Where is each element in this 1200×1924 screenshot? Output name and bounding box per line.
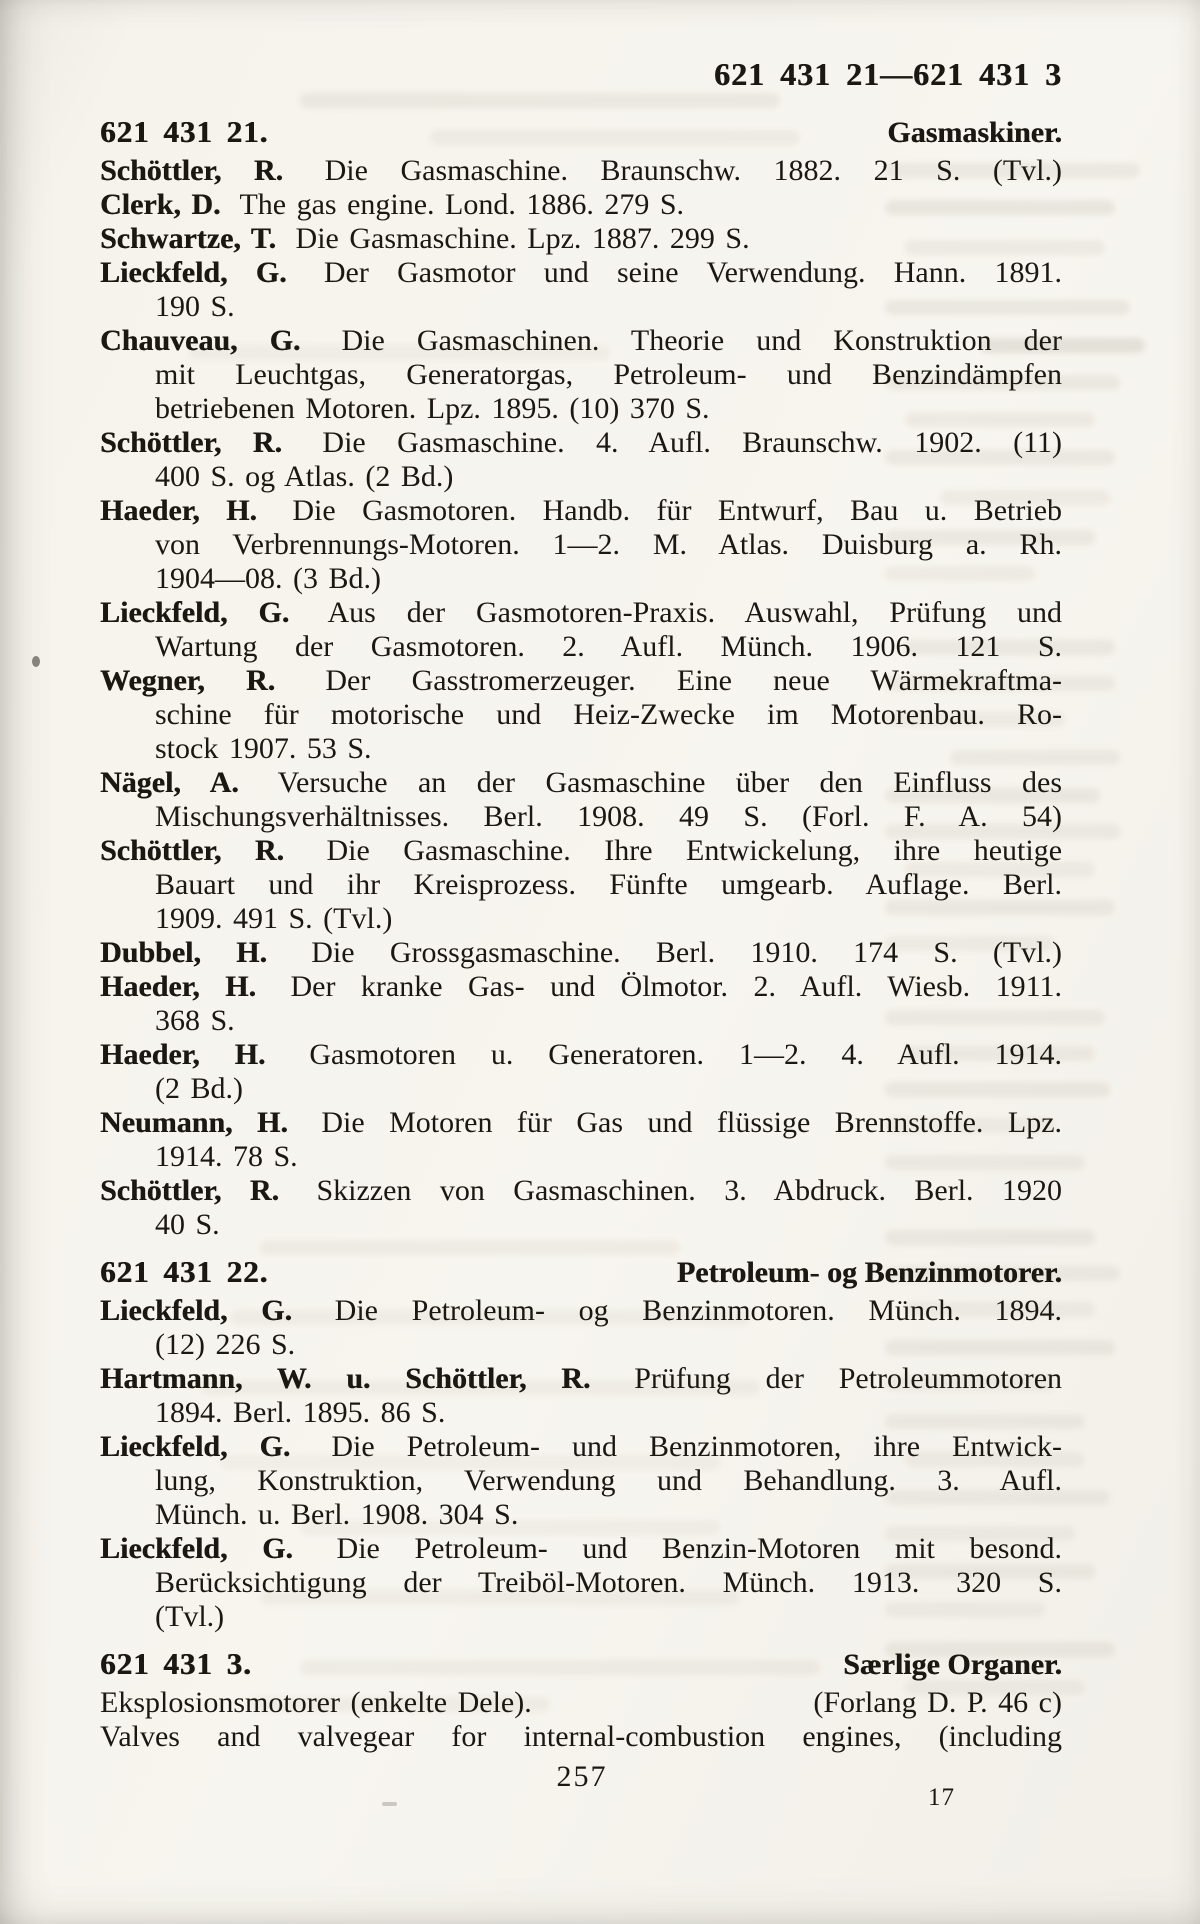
text-line (100, 698, 1062, 732)
bib-entry (100, 664, 1062, 766)
entry-text: 1914. 78 S. (155, 1140, 298, 1173)
author-name: Wegner, R. (100, 664, 276, 697)
bib-entry (100, 188, 1062, 222)
entry-text: 1894. Berl. 1895. 86 S. (155, 1396, 446, 1429)
entry-text: The gas engine. Lond. 1886. 279 S. (239, 188, 685, 221)
entry-text: schine für motorische und Heiz-Zwecke im Motorenbau. Ro- (155, 698, 1062, 731)
text-line (100, 1106, 1062, 1140)
bib-entry (100, 256, 1062, 324)
author-name: Schöttler, R. (100, 1174, 279, 1207)
entry-text: 400 S. og Atlas. (2 Bd.) (155, 460, 454, 493)
author-name: Schwartze, T. (100, 222, 277, 255)
text-line (100, 562, 1062, 596)
entry-text: Münch. u. Berl. 1908. 304 S. (155, 1498, 519, 1531)
text-line (100, 1328, 1062, 1362)
author-name: Haeder, H. (100, 1038, 266, 1071)
entry-text: lung, Konstruktion, Verwendung und Behandlung. 3. Aufl. (155, 1464, 1062, 1497)
signature-mark: 17 (928, 1784, 955, 1811)
entry-text: Die Petroleum- und Benzin-Motoren mit besond. (336, 1532, 1062, 1565)
text-line (100, 630, 1062, 664)
text-line (100, 1532, 1062, 1566)
author-name: Lieckfeld, G. (100, 1532, 293, 1565)
entry-text: 40 S. (155, 1208, 220, 1241)
bib-entry (100, 936, 1062, 970)
text-line (100, 1498, 1062, 1532)
section-heading (100, 1254, 1062, 1291)
text-line (100, 358, 1062, 392)
section-code: 621 431 22. (100, 1254, 269, 1289)
entry-text: Versuche an der Gasmaschine über den Einfluss des (277, 766, 1062, 799)
bib-entry (100, 1720, 1062, 1754)
text-line (100, 834, 1062, 868)
text-line (100, 664, 1062, 698)
entry-text: 190 S. (155, 290, 235, 323)
text-line (100, 1208, 1062, 1242)
entry-text: 1904—08. (3 Bd.) (155, 562, 381, 595)
text-line (100, 426, 1062, 460)
section (100, 1254, 1062, 1634)
text-line (100, 392, 1062, 426)
text-line (100, 1004, 1062, 1038)
entry-text: Bauart und ihr Kreisprozess. Fünfte umgearb. Auflage. Berl. (155, 868, 1062, 901)
entry-text: Berücksichtigung der Treiböl-Motoren. Münch. 1913. 320 S. (155, 1566, 1062, 1599)
author-name: Lieckfeld, G. (100, 1430, 291, 1463)
bib-entry (100, 970, 1062, 1038)
text-line (100, 936, 1062, 970)
text-line (100, 222, 1062, 256)
section (100, 1646, 1062, 1754)
text-line (100, 800, 1062, 834)
entry-text: Die Petroleum- og Benzinmotoren. Münch. 1894. (334, 1294, 1063, 1327)
text-line (100, 528, 1062, 562)
section-code: 621 431 21. (100, 114, 269, 149)
bib-entry (100, 494, 1062, 596)
author-name: Lieckfeld, G. (100, 1294, 292, 1327)
section-code: 621 431 3. (100, 1646, 252, 1681)
bibliography-content (100, 112, 1062, 1754)
entry-text: 1909. 491 S. (Tvl.) (155, 902, 393, 935)
entry-text: Valves and valvegear for internal-combustion engines, (including (100, 1720, 1062, 1753)
text-line (100, 1072, 1062, 1106)
entry-text: Wartung der Gasmotoren. 2. Aufl. Münch. 1906. 121 S. (155, 630, 1062, 663)
section-title: Særlige Organer. (843, 1648, 1062, 1681)
author-name: Chauveau, G. (100, 324, 301, 357)
bib-entry (100, 834, 1062, 936)
ink-speck (32, 656, 40, 667)
bib-entry (100, 1430, 1062, 1532)
entry-text: Die Gasmotoren. Handb. für Entwurf, Bau u. Betrieb (292, 494, 1063, 527)
entry-text: Die Gasmaschine. Braunschw. 1882. 21 S. (Tvl.) (324, 154, 1063, 187)
author-name: Schöttler, R. (100, 834, 285, 867)
bib-entry (100, 596, 1062, 664)
entry-text: von Verbrennungs-Motoren. 1—2. M. Atlas. Duisburg a. Rh. (155, 528, 1062, 561)
entry-text: Der Gasmotor und seine Verwendung. Hann. 1891. (323, 256, 1062, 289)
text-line (100, 1140, 1062, 1174)
bib-entry (100, 154, 1062, 188)
text-line (100, 868, 1062, 902)
entry-text: Der kranke Gas- und Ölmotor. 2. Aufl. Wiesb. 1911. (290, 970, 1063, 1003)
author-name: Lieckfeld, G. (100, 596, 290, 629)
bib-entry (100, 222, 1062, 256)
text-line (100, 1396, 1062, 1430)
text-line (100, 494, 1062, 528)
bib-entry (100, 1294, 1062, 1362)
bib-entry (100, 324, 1062, 426)
ink-speck (382, 1802, 397, 1806)
entry-text: Eksplosionsmotorer (enkelte Dele). (100, 1686, 532, 1719)
text-line (100, 1686, 1062, 1720)
text-line (100, 256, 1062, 290)
author-name: Nägel, A. (100, 766, 239, 799)
section-heading (100, 114, 1062, 151)
bib-entry (100, 1362, 1062, 1430)
text-line (100, 324, 1062, 358)
bib-entry (100, 426, 1062, 494)
text-line (100, 766, 1062, 800)
text-line (100, 1600, 1062, 1634)
text-line (100, 1294, 1062, 1328)
text-line (100, 732, 1062, 766)
author-name: Lieckfeld, G. (100, 256, 287, 289)
text-line (100, 1362, 1062, 1396)
section-title: Petroleum- og Benzinmotorer. (676, 1256, 1062, 1289)
entry-text: mit Leuchtgas, Generatorgas, Petroleum- und Benzindämpfen (155, 358, 1062, 391)
entry-text: Die Gasmaschinen. Theorie und Konstruktion der (341, 324, 1062, 357)
bib-entry (100, 1174, 1062, 1242)
cross-reference-note: (Forlang D. P. 46 c) (813, 1686, 1062, 1719)
entry-text: Die Gasmaschine. 4. Aufl. Braunschw. 1902. (11) (322, 426, 1062, 459)
section-title: Gasmaskiner. (887, 116, 1062, 149)
text-line (100, 1566, 1062, 1600)
entry-text: (Tvl.) (155, 1600, 225, 1633)
text-line (100, 154, 1062, 188)
text-line (100, 1038, 1062, 1072)
text-line (100, 1174, 1062, 1208)
entry-text: Gasmotoren u. Generatoren. 1—2. 4. Aufl. 1914. (309, 1038, 1062, 1071)
entry-text: Mischungsverhältnisses. Berl. 1908. 49 S. (Forl. F. A. 54) (155, 800, 1062, 833)
text-line (100, 970, 1062, 1004)
section-heading (100, 1646, 1062, 1683)
author-name: Neumann, H. (100, 1106, 288, 1139)
entry-text: Die Gasmaschine. Ihre Entwickelung, ihre heutige (326, 834, 1063, 867)
entry-text: Die Grossgasmaschine. Berl. 1910. 174 S. (Tvl.) (311, 936, 1062, 969)
page-number: 257 (556, 1760, 608, 1793)
entry-text: 368 S. (155, 1004, 235, 1037)
entry-text: Der Gasstromerzeuger. Eine neue Wärmekraftma- (325, 664, 1063, 697)
author-name: Schöttler, R. (100, 154, 284, 187)
entry-text: Die Motoren für Gas und flüssige Brennstoffe. Lpz. (321, 1106, 1063, 1139)
author-name: Haeder, H. (100, 970, 257, 1003)
author-name: Dubbel, H. (100, 936, 267, 969)
section (100, 114, 1062, 1242)
author-name: Clerk, D. (100, 188, 221, 221)
entry-text: Prüfung der Petroleummotoren (634, 1362, 1063, 1395)
text-line (100, 1720, 1062, 1754)
author-name: Schöttler, R. (100, 426, 282, 459)
text-line (100, 290, 1062, 324)
entry-text: (2 Bd.) (155, 1072, 243, 1105)
entry-text: (12) 226 S. (155, 1328, 296, 1361)
author-name: Haeder, H. (100, 494, 257, 527)
text-line (100, 460, 1062, 494)
entry-text: Die Gasmaschine. Lpz. 1887. 299 S. (295, 222, 750, 255)
entry-text: Die Petroleum- und Benzinmotoren, ihre Entwick- (331, 1430, 1062, 1463)
entry-text: betriebenen Motoren. Lpz. 1895. (10) 370 S. (155, 392, 710, 425)
text-line (100, 902, 1062, 936)
entry-text: Skizzen von Gasmaschinen. 3. Abdruck. Berl. 1920 (316, 1174, 1063, 1207)
bib-entry (100, 1686, 1062, 1720)
entry-text: Aus der Gasmotoren-Praxis. Auswahl, Prüfung und (327, 596, 1062, 629)
text-line (100, 1430, 1062, 1464)
bib-entry (100, 1038, 1062, 1106)
bib-entry (100, 766, 1062, 834)
running-header-classmark-range: 621 431 21—621 431 3 (714, 56, 1062, 92)
author-name: Hartmann, W. u. Schöttler, R. (100, 1362, 591, 1395)
entry-text: stock 1907. 53 S. (155, 732, 372, 765)
text-line (100, 596, 1062, 630)
text-line (100, 188, 1062, 222)
text-line (100, 1464, 1062, 1498)
bib-entry (100, 1106, 1062, 1174)
bib-entry (100, 1532, 1062, 1634)
